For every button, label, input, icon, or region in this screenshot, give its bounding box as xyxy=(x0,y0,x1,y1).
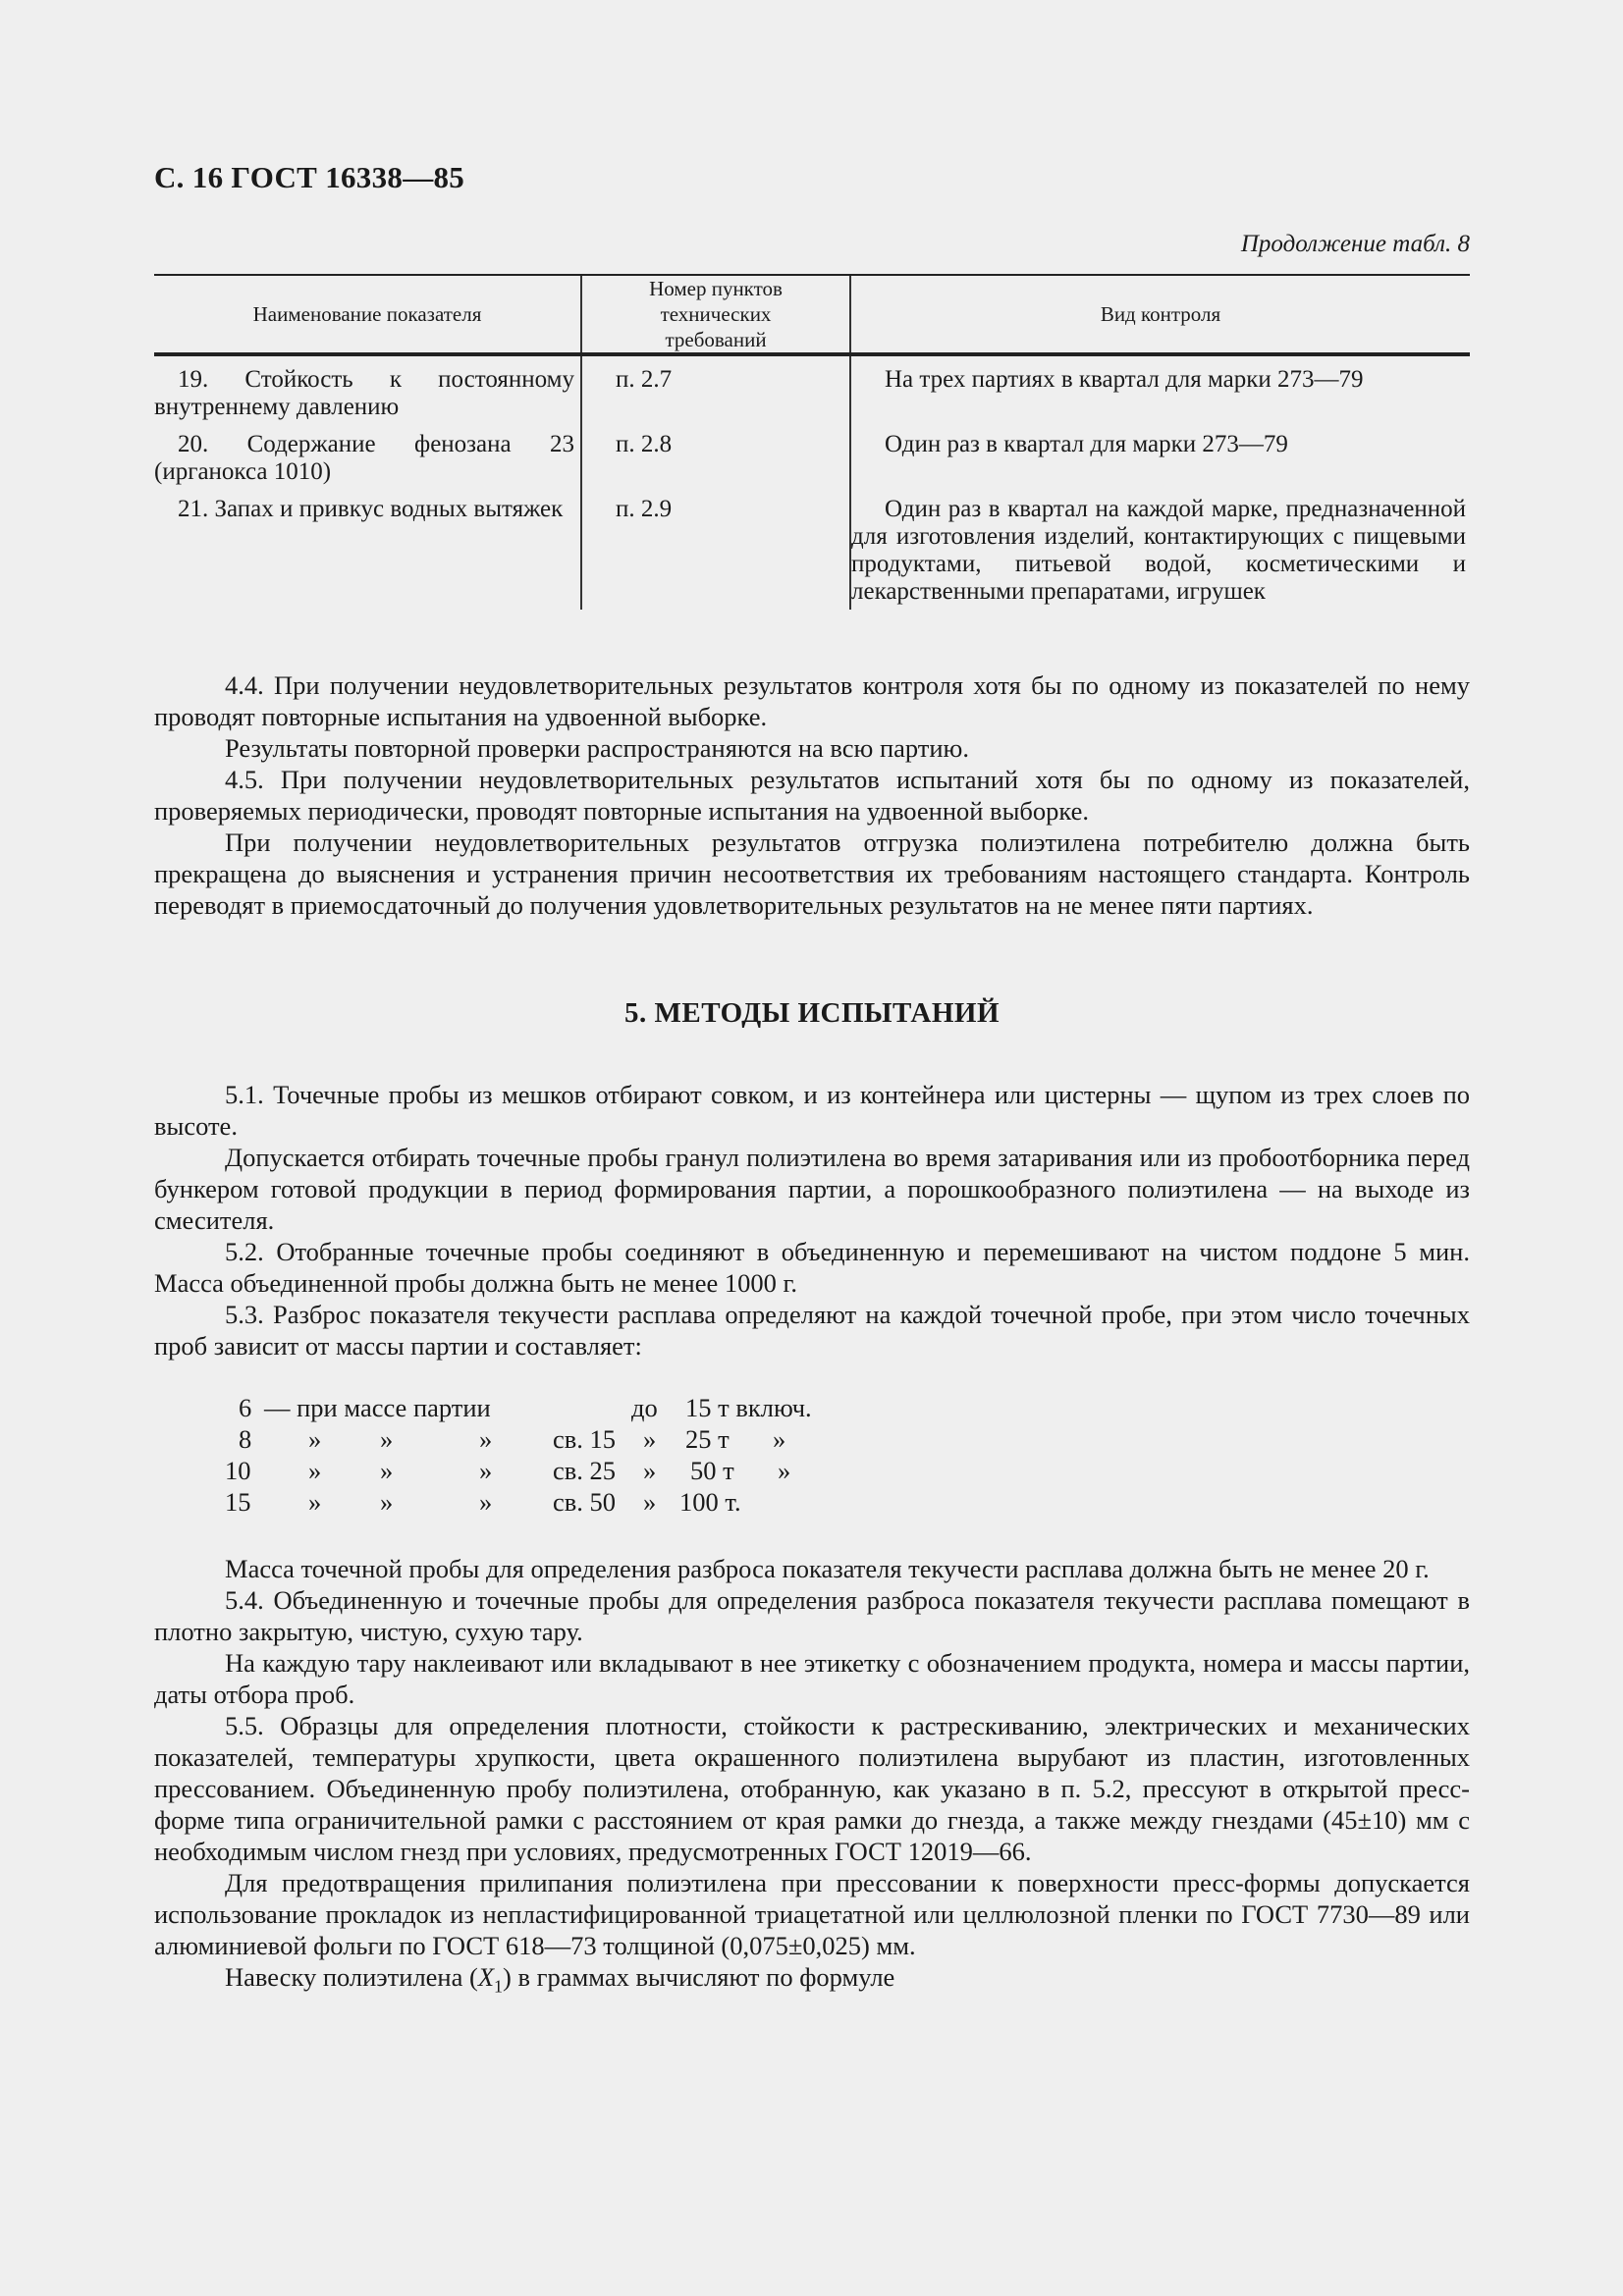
sample-count-row xyxy=(154,1455,940,1486)
paragraph: 5.5. Образцы для определения плотности, стойкости к растрескиванию, электрических и механических показателей, температуры хрупкости, цвета окрашенного полиэтилена вырубают из пластин, изготовленных прессованием. Объединенную пробу полиэтилена, отобранную, как указано в п. 5.2, прессуют в открытой пресс-форме типа ограничительной рамки с расстоянием от края рамки до гнезда, а также между гнездами (45±10) мм с необходимым числом гнезд при условиях, предусмотренных ГОСТ 12019—66. xyxy=(154,1711,1470,1866)
paragraph: 5.4. Объединенную и точечные пробы для определения разброса показателя текучести расплава помещают в плотно закрытую, чистую, сухую тару. xyxy=(154,1585,1470,1646)
sample-count: 10 xyxy=(225,1456,251,1485)
paragraph: На каждую тару наклеивают или вкладывают в нее этикетку с обозначением продукта, номера и массы партии, даты отбора проб. xyxy=(154,1648,1470,1709)
section-5-text-continued xyxy=(154,1553,1470,2002)
ditto-mark: » xyxy=(479,1456,493,1485)
sample-count-row xyxy=(154,1423,940,1455)
mass-from: св. 25 xyxy=(553,1456,617,1485)
sample-count-row xyxy=(154,1392,940,1423)
mass-limit: 25 т xyxy=(685,1424,730,1454)
ditto-mark: » xyxy=(380,1487,394,1517)
ditto-mark: » xyxy=(308,1487,322,1517)
mass-from: св. 15 xyxy=(553,1424,617,1454)
mass-range: » xyxy=(643,1456,657,1485)
mass-label: — при массе партии xyxy=(264,1393,491,1422)
table-row xyxy=(154,431,1470,496)
column-header-name: Наименование показателя xyxy=(154,275,581,354)
paragraph: При получении неудовлетворительных результатов отгрузка полиэтилена потребителю должна быть прекращена до выяснения и устранения причин несоответствия их требованиям настоящего стандарта. Контроль переводят в приемосдаточный до получения удовлетворительных результатов на не менее пяти партиях. xyxy=(154,828,1470,920)
paragraph: Для предотвращения прилипания полиэтилена при прессовании к поверхности пресс-формы допускается использование прокладок из непластифицированной триацетатной или целлюлозной пленки по ГОСТ 7730—89 или алюминиевой фольги по ГОСТ 618—73 толщиной (0,075±0,025) мм. xyxy=(154,1868,1470,1960)
sample-count: 15 xyxy=(225,1487,251,1517)
section-4-text xyxy=(154,669,1470,921)
sample-count: 8 xyxy=(239,1424,252,1454)
mass-limit: 100 т. xyxy=(679,1487,741,1517)
column-header-kind: Вид контроля xyxy=(850,275,1470,354)
ditto-mark: » xyxy=(380,1456,394,1485)
mass-range: до xyxy=(631,1393,658,1422)
page-header: С. 16 ГОСТ 16338—85 xyxy=(154,160,465,194)
paragraph: Результаты повторной проверки распространяются на всю партию. xyxy=(225,733,969,763)
table-continuation-label: Продолжение табл. 8 xyxy=(1240,231,1470,257)
ditto-mark: » xyxy=(380,1424,394,1454)
paragraph: 4.4. При получении неудовлетворительных результатов контроля хотя бы по одному из показателей по нему проводят повторные испытания на удвоенной выборке. xyxy=(154,670,1470,731)
table-row xyxy=(154,496,1470,610)
sample-count-list xyxy=(154,1392,940,1518)
paragraph: Допускается отбирать точечные пробы гранул полиэтилена во время затаривания или из пробоотборника перед бункером готовой продукции в период формирования партии, а порошкообразного полиэтилена — на выходе из смесителя. xyxy=(154,1143,1470,1235)
row-name: 21. Запах и привкус водных вытяжек xyxy=(178,496,564,522)
ditto-mark: » xyxy=(479,1487,493,1517)
column-header-ref: Номер пунктов технических требований xyxy=(581,275,850,354)
paragraph: Масса точечной пробы для определения разброса показателя текучести расплава должна быть не менее 20 г. xyxy=(225,1554,1430,1583)
mass-range: » xyxy=(643,1487,657,1517)
row-kind: На трех партиях в квартал для марки 273—79 xyxy=(885,366,1364,393)
ditto-mark: » xyxy=(479,1424,493,1454)
formula-intro: Навеску полиэтилена $(X_1)$ в граммах вычисляют по формуле xyxy=(225,1962,895,1997)
mass-limit: 50 т xyxy=(690,1456,734,1485)
variable-x: X xyxy=(477,1962,495,1992)
mass-from: св. 50 xyxy=(553,1487,617,1517)
paragraph: 5.1. Точечные пробы из мешков отбирают совком, и из контейнера или цистерны — щупом из трех слоев по высоте. xyxy=(154,1080,1470,1141)
section-title: 5. МЕТОДЫ ИСПЫТАНИЙ xyxy=(623,997,1000,1029)
paragraph: 5.2. Отобранные точечные пробы соединяют в объединенную и перемешивают на чистом поддоне 5 мин. Масса объединенной пробы должна быть не менее 1000 г. xyxy=(154,1237,1470,1298)
row-kind: Один раз в квартал на каждой марке, предназначенной для изготовления изделий, контактирующих с пищевыми продуктами, питьевой водой, косметическими и лекарственными препаратами, игрушек xyxy=(851,496,1466,605)
ditto-mark: » xyxy=(773,1424,786,1454)
ditto-mark: » xyxy=(308,1424,322,1454)
row-ref: п. 2.7 xyxy=(581,354,850,431)
paragraph: 5.3. Разброс показателя текучести расплава определяют на каждой точечной пробе, при этом число точечных проб зависит от массы партии и составляет: xyxy=(154,1300,1470,1361)
row-name: 19. Стойкость к постоянному внутреннему давлению xyxy=(154,366,574,420)
table-header-row xyxy=(154,275,1470,354)
sample-count-row xyxy=(154,1486,940,1518)
row-ref: п. 2.8 xyxy=(581,431,850,496)
row-name: 20. Содержание фенозана 23 (ирганокса 1010) xyxy=(154,431,574,485)
mass-range: » xyxy=(643,1424,657,1454)
variable-subscript: 1 xyxy=(494,1976,504,1997)
row-kind: Один раз в квартал для марки 273—79 xyxy=(885,431,1288,457)
section-5-text xyxy=(154,1079,1470,1362)
mass-limit: 15 т включ. xyxy=(685,1393,812,1422)
table-row xyxy=(154,354,1470,431)
paragraph: 4.5. При получении неудовлетворительных результатов испытаний хотя бы по одному из показателей, проверяемых периодически, проводят повторные испытания на удвоенной выборке. xyxy=(154,765,1470,826)
ditto-mark: » xyxy=(308,1456,322,1485)
ditto-mark: » xyxy=(778,1456,791,1485)
sample-count: 6 xyxy=(239,1393,252,1422)
row-ref: п. 2.9 xyxy=(581,496,850,610)
control-table xyxy=(154,274,1470,610)
